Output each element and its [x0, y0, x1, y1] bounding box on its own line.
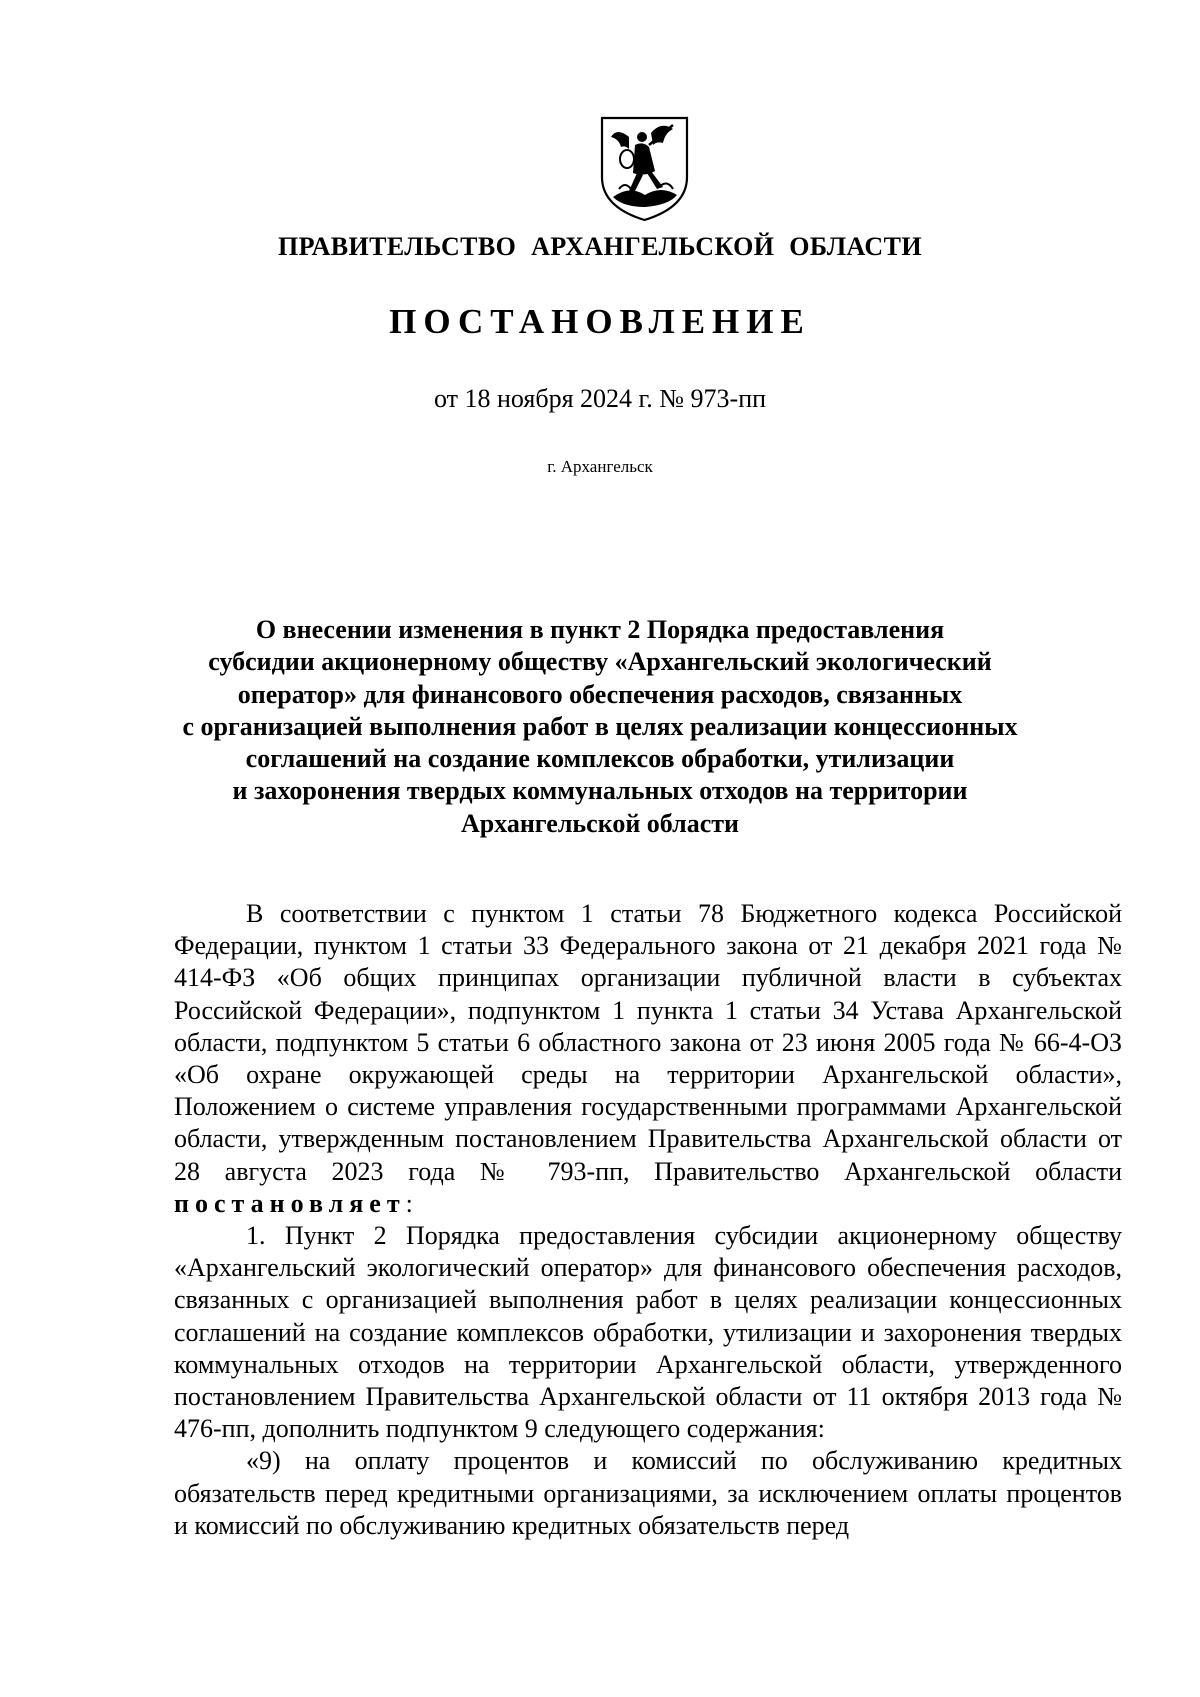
title-line: О внесении изменения в пункт 2 Порядка предоставления [255, 615, 945, 644]
resolves-colon: : [405, 1188, 413, 1218]
document-type: ПОСТАНОВЛЕНИЕ [389, 302, 811, 341]
item-1-paragraph: 1. Пункт 2 Порядка предоставления субсидии акционерному обществу «Архангельский экологический оператор» для финансового обеспечения расходов, связанных с организацией выполнения работ в целях реализации концессионных соглашений на создание комплексов обработки, утилизации и захоронения твердых коммунальных отходов на территории Архангельской области, утвержденного постановлением Правительства Архангельской области от 11 октября 2013 года № 476-пп, дополнить подпунктом 9 следующего содержания: [174, 1221, 1122, 1444]
item-9-paragraph: «9) на оплату процентов и комиссий по обслуживанию кредитных обязательств перед кредитными организациями, за исключением оплаты процентов и комиссий по обслуживанию кредитных обязательств перед [174, 1446, 1122, 1540]
title-line: Архангельской области [460, 808, 740, 838]
preamble-paragraph [174, 898, 1122, 1220]
preamble-text: В соответствии с пунктом 1 статьи 78 Бюджетного кодекса Российской Федерации, пунктом 1 статьи 33 Федерального закона от 21 декабря 2021 года № 414-ФЗ «Об общих принципах организации публичной власти в субъектах Российской Федерации», подпунктом 1 пункта 1 статьи 34 Устава Архангельской области, подпунктом 5 статьи 6 областного закона от 23 июня 2005 года № 66-4-ОЗ «Об охране окружающей среды на территории Архангельской области», Положением о системе управления государственными программами Архангельской области, утвержденным постановлением Правительства Архангельской области от 28 августа 2023 года № 793-пп, Правительство Архангельской области [174, 899, 1122, 1186]
document-date-number: от 18 ноября 2024 г. № 973-пп [433, 384, 767, 413]
resolves-word: постановляет [174, 1188, 406, 1218]
title-line: субсидии акционерному обществу «Архангельский экологический [208, 647, 992, 677]
government-name: ПРАВИТЕЛЬСТВО АРХАНГЕЛЬСКОЙ ОБЛАСТИ [278, 232, 922, 261]
title-line: и захоронения твердых коммунальных отходов на территории [232, 776, 968, 806]
title-line: с организацией выполнения работ в целях реализации концессионных [182, 711, 1018, 741]
document-title [150, 614, 1050, 840]
title-line: оператор» для финансового обеспечения расходов, связанных [237, 679, 963, 709]
archangel-coat-of-arms-icon [599, 115, 690, 223]
document-city: г. Архангельск [547, 457, 653, 476]
document-body [174, 898, 1122, 1542]
title-line: соглашений на создание комплексов обработки, утилизации [245, 744, 955, 774]
